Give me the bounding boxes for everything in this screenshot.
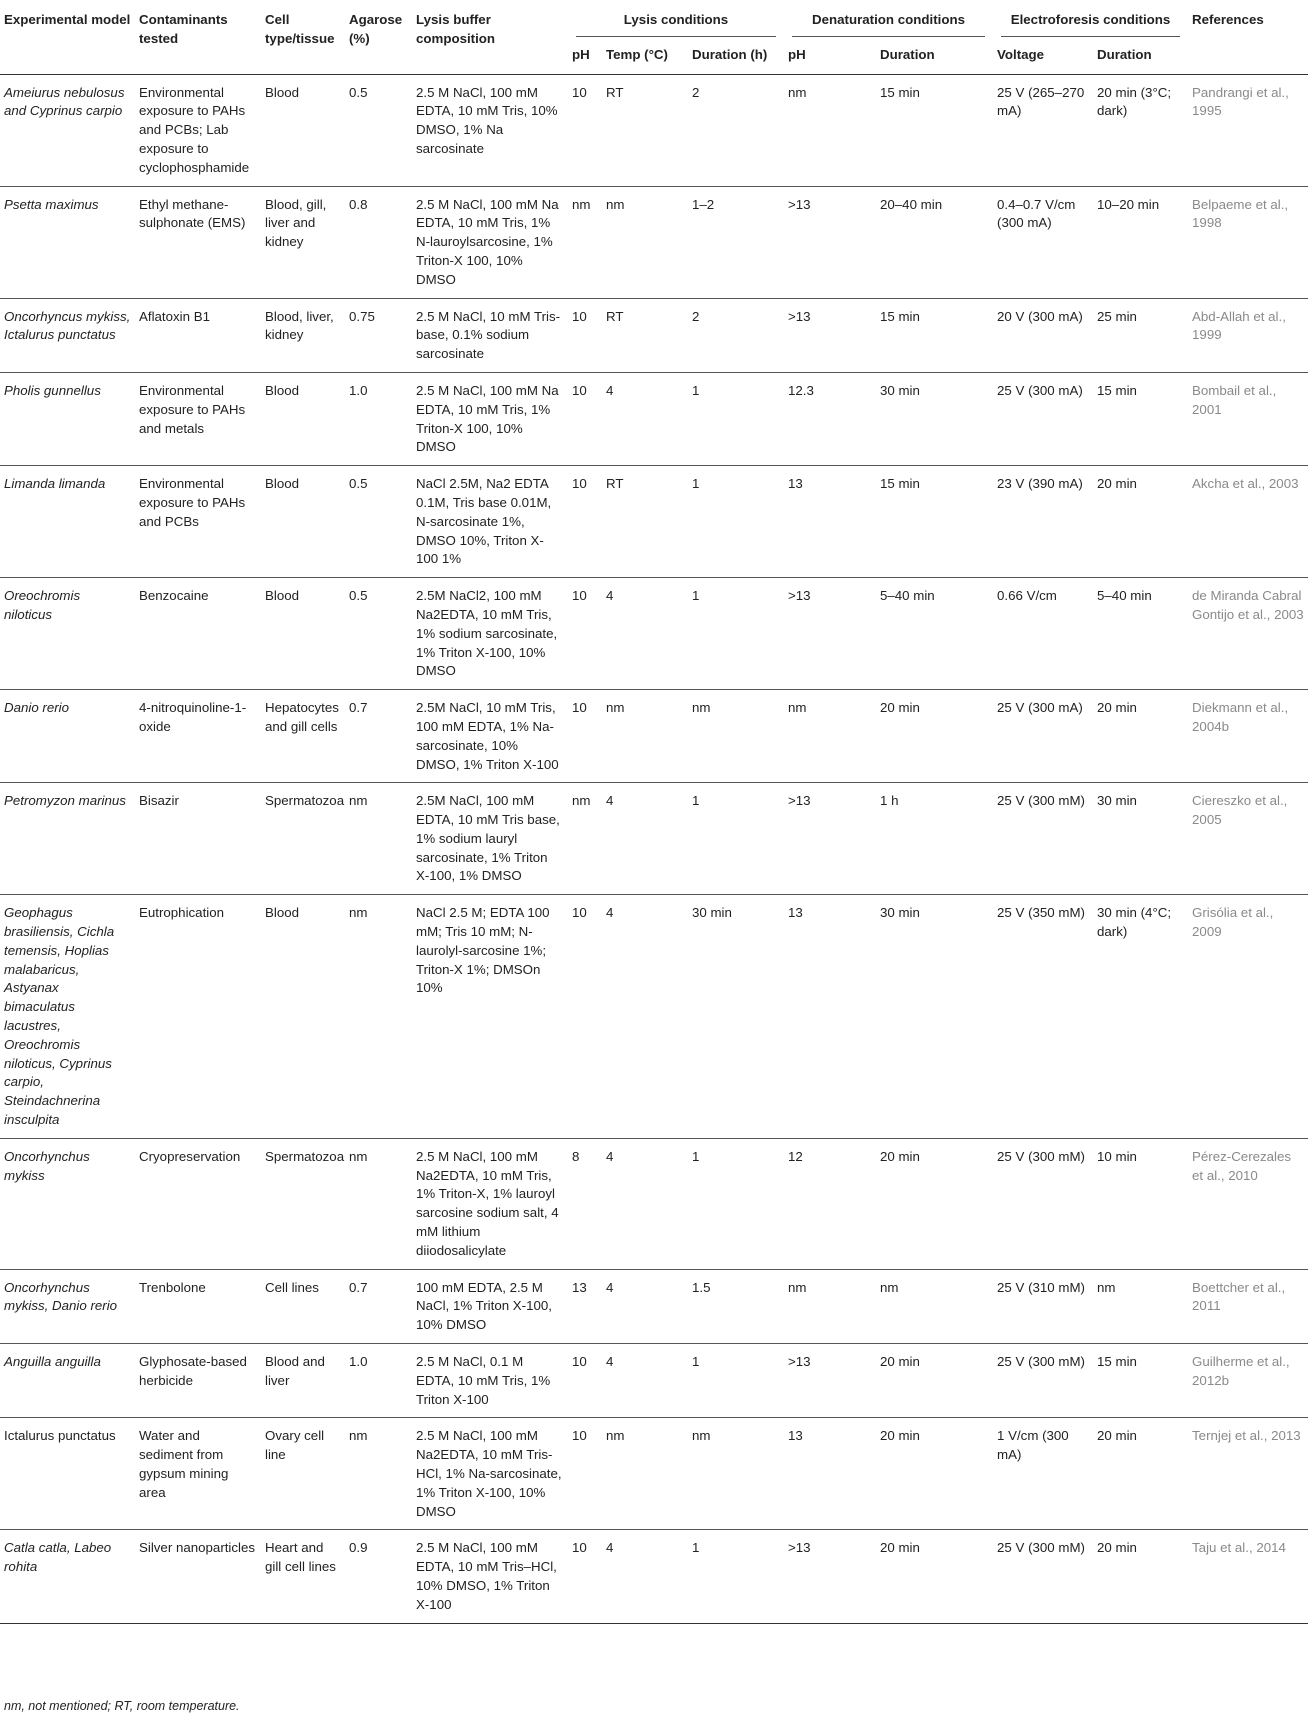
cell-lysis-ph: 10	[568, 578, 602, 690]
cell-lysis-buffer: NaCl 2.5M, Na2 EDTA 0.1M, Tris base 0.01M, N-sarcosinate 1%, DMSO 10%, Triton X-100 1%	[412, 466, 568, 578]
cell-lysis-buffer: 2.5 M NaCl, 0.1 M EDTA, 10 mM Tris, 1% Triton X-100	[412, 1344, 568, 1418]
cell-lysis-duration: 30 min	[688, 895, 784, 1139]
cell-cell-type: Blood	[261, 578, 345, 690]
cell-lysis-temp: nm	[602, 690, 688, 783]
cell-cell-type: Hepatocytes and gill cells	[261, 690, 345, 783]
cell-lysis-ph: 8	[568, 1138, 602, 1269]
cell-lysis-buffer: 2.5 M NaCl, 100 mM Na2EDTA, 10 mM Tris, 1% Triton-X, 1% lauroyl sarcosine sodium salt, 4 mM lithium diiodosalicylate	[412, 1138, 568, 1269]
cell-contaminants: Cryopreservation	[135, 1138, 261, 1269]
cell-agarose: 0.75	[345, 298, 412, 372]
group-electrophoresis-conditions: Electroforesis conditions	[993, 6, 1188, 40]
cell-experimental-model: Danio rerio	[0, 690, 135, 783]
table-footnote: nm, not mentioned; RT, room temperature.	[4, 1699, 240, 1713]
cell-lysis-buffer: 2.5 M NaCl, 100 mM EDTA, 10 mM Tris, 10% DMSO, 1% Na sarcosinate	[412, 74, 568, 186]
cell-experimental-model: Oncorhyncus mykiss, Ictalurus punctatus	[0, 298, 135, 372]
cell-lysis-duration: 1	[688, 466, 784, 578]
cell-lysis-temp: 4	[602, 372, 688, 465]
cell-denat-ph: nm	[784, 690, 876, 783]
cell-experimental-model: Limanda limanda	[0, 466, 135, 578]
cell-denat-duration: 20 min	[876, 1344, 993, 1418]
cell-denat-duration: 20 min	[876, 1530, 993, 1623]
cell-contaminants: Benzocaine	[135, 578, 261, 690]
col-lysis-temp: Temp (°C)	[606, 46, 668, 62]
cell-agarose: nm	[345, 783, 412, 895]
cell-lysis-temp: RT	[602, 466, 688, 578]
col-lysis-duration: Duration (h)	[692, 46, 768, 62]
cell-elec-voltage: 1 V/cm (300 mA)	[993, 1418, 1093, 1530]
cell-elec-duration: 15 min	[1093, 1344, 1188, 1418]
cell-reference: Abd-Allah et al., 1999	[1188, 298, 1308, 372]
cell-denat-duration: 30 min	[876, 895, 993, 1139]
cell-contaminants: Eutrophication	[135, 895, 261, 1139]
cell-contaminants: 4-nitroquinoline-1-oxide	[135, 690, 261, 783]
cell-experimental-model: Anguilla anguilla	[0, 1344, 135, 1418]
col-denat-duration: Duration	[880, 46, 935, 62]
cell-lysis-temp: RT	[602, 298, 688, 372]
cell-agarose: 0.7	[345, 690, 412, 783]
cell-cell-type: Blood	[261, 74, 345, 186]
cell-agarose: 0.7	[345, 1269, 412, 1343]
table-row	[0, 186, 1308, 298]
cell-lysis-temp: 4	[602, 1138, 688, 1269]
cell-reference: Boettcher et al., 2011	[1188, 1269, 1308, 1343]
cell-denat-ph: 13	[784, 466, 876, 578]
cell-lysis-duration: 1.5	[688, 1269, 784, 1343]
cell-cell-type: Spermatozoa	[261, 783, 345, 895]
cell-lysis-duration: 1–2	[688, 186, 784, 298]
cell-experimental-model: Geophagus brasiliensis, Cichla temensis, Hoplias malabaricus, Astyanax bimaculatus lacustres, Oreochromis niloticus, Cyprinus carpio, Steindachnerina insculpita	[0, 895, 135, 1139]
cell-elec-voltage: 25 V (300 mA)	[993, 690, 1093, 783]
cell-denat-duration: 30 min	[876, 372, 993, 465]
cell-agarose: 0.5	[345, 466, 412, 578]
cell-experimental-model: Oreochromis niloticus	[0, 578, 135, 690]
col-experimental-model: Experimental model	[4, 12, 131, 27]
cell-reference: Taju et al., 2014	[1188, 1530, 1308, 1623]
cell-cell-type: Blood and liver	[261, 1344, 345, 1418]
cell-contaminants: Environmental exposure to PAHs and PCBs	[135, 466, 261, 578]
cell-elec-duration: 20 min	[1093, 690, 1188, 783]
cell-lysis-temp: 4	[602, 1344, 688, 1418]
cell-denat-ph: >13	[784, 186, 876, 298]
cell-experimental-model: Psetta maximus	[0, 186, 135, 298]
cell-reference: Ciereszko et al., 2005	[1188, 783, 1308, 895]
cell-denat-duration: 5–40 min	[876, 578, 993, 690]
cell-elec-duration: 20 min	[1093, 1418, 1188, 1530]
cell-contaminants: Water and sediment from gypsum mining area	[135, 1418, 261, 1530]
cell-cell-type: Ovary cell line	[261, 1418, 345, 1530]
cell-denat-ph: >13	[784, 783, 876, 895]
cell-lysis-ph: 10	[568, 298, 602, 372]
cell-reference: Grisólia et al., 2009	[1188, 895, 1308, 1139]
col-denat-ph: pH	[788, 46, 806, 62]
table-row	[0, 783, 1308, 895]
cell-cell-type: Blood	[261, 372, 345, 465]
cell-lysis-ph: 10	[568, 1530, 602, 1623]
cell-elec-voltage: 20 V (300 mA)	[993, 298, 1093, 372]
cell-denat-ph: >13	[784, 1530, 876, 1623]
cell-reference: de Miranda Cabral Gontijo et al., 2003	[1188, 578, 1308, 690]
cell-lysis-duration: nm	[688, 1418, 784, 1530]
cell-denat-duration: 20 min	[876, 1418, 993, 1530]
cell-lysis-buffer: 2.5 M NaCl, 100 mM EDTA, 10 mM Tris–HCl, 10% DMSO, 1% Triton X-100	[412, 1530, 568, 1623]
cell-agarose: 1.0	[345, 372, 412, 465]
table-row	[0, 466, 1308, 578]
cell-agarose: nm	[345, 895, 412, 1139]
cell-lysis-ph: 10	[568, 466, 602, 578]
cell-denat-ph: 12	[784, 1138, 876, 1269]
table-row	[0, 895, 1308, 1139]
cell-experimental-model: Pholis gunnellus	[0, 372, 135, 465]
cell-reference: Guilherme et al., 2012b	[1188, 1344, 1308, 1418]
cell-agarose: nm	[345, 1138, 412, 1269]
cell-contaminants: Silver nanoparticles	[135, 1530, 261, 1623]
cell-denat-duration: nm	[876, 1269, 993, 1343]
cell-elec-voltage: 25 V (300 mM)	[993, 1138, 1093, 1269]
cell-cell-type: Blood	[261, 466, 345, 578]
cell-lysis-duration: 2	[688, 298, 784, 372]
cell-lysis-temp: 4	[602, 578, 688, 690]
cell-reference: Pérez-Cerezales et al., 2010	[1188, 1138, 1308, 1269]
cell-denat-ph: nm	[784, 74, 876, 186]
cell-lysis-ph: 13	[568, 1269, 602, 1343]
cell-lysis-duration: 1	[688, 372, 784, 465]
cell-elec-duration: 20 min	[1093, 466, 1188, 578]
cell-contaminants: Trenbolone	[135, 1269, 261, 1343]
cell-cell-type: Blood, gill, liver and kidney	[261, 186, 345, 298]
cell-denat-ph: 13	[784, 1418, 876, 1530]
cell-cell-type: Cell lines	[261, 1269, 345, 1343]
col-references: References	[1192, 12, 1264, 27]
cell-elec-voltage: 25 V (300 mM)	[993, 1344, 1093, 1418]
col-contaminants: Contaminants tested	[139, 12, 228, 46]
cell-lysis-ph: nm	[568, 783, 602, 895]
cell-elec-voltage: 25 V (265–270 mA)	[993, 74, 1093, 186]
cell-denat-duration: 15 min	[876, 466, 993, 578]
cell-lysis-buffer: 2.5 M NaCl, 100 mM Na EDTA, 10 mM Tris, 1% N-lauroylsarcosine, 1% Triton-X 100, 10% DMSO	[412, 186, 568, 298]
cell-lysis-temp: RT	[602, 74, 688, 186]
cell-lysis-duration: 1	[688, 783, 784, 895]
col-lysis-buffer: Lysis buffer composition	[416, 12, 496, 46]
cell-experimental-model: Catla catla, Labeo rohita	[0, 1530, 135, 1623]
col-elec-duration: Duration	[1097, 46, 1152, 62]
cell-contaminants: Environmental exposure to PAHs and metals	[135, 372, 261, 465]
cell-contaminants: Ethyl methane-sulphonate (EMS)	[135, 186, 261, 298]
cell-lysis-buffer: 100 mM EDTA, 2.5 M NaCl, 1% Triton X-100, 10% DMSO	[412, 1269, 568, 1343]
cell-elec-duration: 20 min (3°C; dark)	[1093, 74, 1188, 186]
col-cell-type: Cell type/tissue	[265, 12, 335, 46]
cell-lysis-buffer: 2.5 M NaCl, 10 mM Tris-base, 0.1% sodium sarcosinate	[412, 298, 568, 372]
group-lysis-conditions: Lysis conditions	[568, 6, 784, 40]
cell-lysis-ph: nm	[568, 186, 602, 298]
cell-elec-duration: 30 min	[1093, 783, 1188, 895]
cell-lysis-duration: 1	[688, 578, 784, 690]
cell-lysis-temp: 4	[602, 895, 688, 1139]
cell-reference: Belpaeme et al., 1998	[1188, 186, 1308, 298]
col-elec-voltage: Voltage	[997, 46, 1045, 62]
cell-elec-duration: 10–20 min	[1093, 186, 1188, 298]
cell-lysis-temp: 4	[602, 1530, 688, 1623]
cell-lysis-buffer: 2.5M NaCl, 10 mM Tris, 100 mM EDTA, 1% Na-sarcosinate, 10% DMSO, 1% Triton X-100	[412, 690, 568, 783]
cell-reference: Diekmann et al., 2004b	[1188, 690, 1308, 783]
cell-contaminants: Bisazir	[135, 783, 261, 895]
cell-agarose: 0.5	[345, 578, 412, 690]
cell-denat-duration: 20–40 min	[876, 186, 993, 298]
table-row	[0, 1344, 1308, 1418]
table-row	[0, 74, 1308, 186]
table-row	[0, 578, 1308, 690]
cell-experimental-model: Oncorhynchus mykiss, Danio rerio	[0, 1269, 135, 1343]
cell-elec-voltage: 25 V (300 mA)	[993, 372, 1093, 465]
cell-agarose: 0.5	[345, 74, 412, 186]
cell-experimental-model: Petromyzon marinus	[0, 783, 135, 895]
cell-denat-ph: >13	[784, 298, 876, 372]
cell-elec-voltage: 25 V (310 mM)	[993, 1269, 1093, 1343]
cell-lysis-buffer: 2.5 M NaCl, 100 mM Na EDTA, 10 mM Tris, 1% Triton-X 100, 10% DMSO	[412, 372, 568, 465]
cell-cell-type: Blood, liver, kidney	[261, 298, 345, 372]
cell-elec-duration: nm	[1093, 1269, 1188, 1343]
group-denaturation-conditions: Denaturation conditions	[784, 6, 993, 40]
table-row	[0, 1530, 1308, 1623]
cell-lysis-duration: 2	[688, 74, 784, 186]
cell-lysis-temp: 4	[602, 1269, 688, 1343]
col-agarose: Agarose (%)	[349, 12, 403, 46]
cell-cell-type: Blood	[261, 895, 345, 1139]
cell-lysis-temp: nm	[602, 186, 688, 298]
cell-denat-duration: 20 min	[876, 690, 993, 783]
cell-contaminants: Glyphosate-based herbicide	[135, 1344, 261, 1418]
table-row	[0, 1138, 1308, 1269]
cell-reference: Ternjej et al., 2013	[1188, 1418, 1308, 1530]
cell-lysis-buffer: 2.5 M NaCl, 100 mM Na2EDTA, 10 mM Tris-HCl, 1% Na-sarcosinate, 1% Triton X-100, 10% DMSO	[412, 1418, 568, 1530]
cell-cell-type: Heart and gill cell lines	[261, 1530, 345, 1623]
cell-elec-duration: 30 min (4°C; dark)	[1093, 895, 1188, 1139]
cell-lysis-buffer: NaCl 2.5 M; EDTA 100 mM; Tris 10 mM; N-laurolyl-sarcosine 1%; Triton-X 1%; DMSOn 10%	[412, 895, 568, 1139]
cell-lysis-duration: 1	[688, 1530, 784, 1623]
cell-denat-duration: 15 min	[876, 74, 993, 186]
cell-experimental-model: Ameiurus nebulosus and Cyprinus carpio	[0, 74, 135, 186]
cell-elec-voltage: 25 V (300 mM)	[993, 783, 1093, 895]
col-lysis-ph: pH	[572, 46, 590, 62]
cell-lysis-ph: 10	[568, 895, 602, 1139]
cell-elec-voltage: 0.4–0.7 V/cm (300 mA)	[993, 186, 1093, 298]
table-body	[0, 74, 1308, 1623]
cell-reference: Bombail et al., 2001	[1188, 372, 1308, 465]
cell-agarose: 0.9	[345, 1530, 412, 1623]
cell-denat-ph: nm	[784, 1269, 876, 1343]
cell-reference: Akcha et al., 2003	[1188, 466, 1308, 578]
cell-experimental-model: Oncorhynchus mykiss	[0, 1138, 135, 1269]
cell-lysis-buffer: 2.5M NaCl2, 100 mM Na2EDTA, 10 mM Tris, 1% sodium sarcosinate, 1% Triton X-100, 10% DMSO	[412, 578, 568, 690]
table-row	[0, 372, 1308, 465]
cell-lysis-temp: 4	[602, 783, 688, 895]
cell-contaminants: Aflatoxin B1	[135, 298, 261, 372]
cell-lysis-duration: 1	[688, 1344, 784, 1418]
cell-denat-ph: >13	[784, 1344, 876, 1418]
cell-elec-duration: 15 min	[1093, 372, 1188, 465]
cell-lysis-ph: 10	[568, 74, 602, 186]
cell-agarose: 1.0	[345, 1344, 412, 1418]
table-row	[0, 298, 1308, 372]
cell-elec-voltage: 25 V (350 mM)	[993, 895, 1093, 1139]
comet-assay-table	[0, 6, 1308, 1624]
table-row	[0, 1269, 1308, 1343]
cell-elec-duration: 10 min	[1093, 1138, 1188, 1269]
cell-elec-voltage: 0.66 V/cm	[993, 578, 1093, 690]
cell-lysis-duration: 1	[688, 1138, 784, 1269]
cell-elec-voltage: 23 V (390 mA)	[993, 466, 1093, 578]
cell-agarose: nm	[345, 1418, 412, 1530]
cell-lysis-duration: nm	[688, 690, 784, 783]
cell-denat-duration: 15 min	[876, 298, 993, 372]
cell-lysis-ph: 10	[568, 690, 602, 783]
cell-experimental-model: Ictalurus punctatus	[0, 1418, 135, 1530]
table-row	[0, 690, 1308, 783]
cell-elec-duration: 25 min	[1093, 298, 1188, 372]
cell-lysis-ph: 10	[568, 372, 602, 465]
cell-contaminants: Environmental exposure to PAHs and PCBs; Lab exposure to cyclophosphamide	[135, 74, 261, 186]
cell-denat-ph: 13	[784, 895, 876, 1139]
cell-denat-duration: 20 min	[876, 1138, 993, 1269]
cell-cell-type: Spermatozoa	[261, 1138, 345, 1269]
cell-denat-ph: >13	[784, 578, 876, 690]
table-header	[0, 6, 1308, 74]
cell-lysis-ph: 10	[568, 1344, 602, 1418]
cell-elec-duration: 20 min	[1093, 1530, 1188, 1623]
cell-elec-duration: 5–40 min	[1093, 578, 1188, 690]
cell-denat-ph: 12.3	[784, 372, 876, 465]
cell-reference: Pandrangi et al., 1995	[1188, 74, 1308, 186]
cell-lysis-temp: nm	[602, 1418, 688, 1530]
cell-lysis-buffer: 2.5M NaCl, 100 mM EDTA, 10 mM Tris base, 1% sodium lauryl sarcosinate, 1% Triton X-100, 1% DMSO	[412, 783, 568, 895]
table-row	[0, 1418, 1308, 1530]
cell-lysis-ph: 10	[568, 1418, 602, 1530]
cell-agarose: 0.8	[345, 186, 412, 298]
cell-elec-voltage: 25 V (300 mM)	[993, 1530, 1093, 1623]
cell-denat-duration: 1 h	[876, 783, 993, 895]
